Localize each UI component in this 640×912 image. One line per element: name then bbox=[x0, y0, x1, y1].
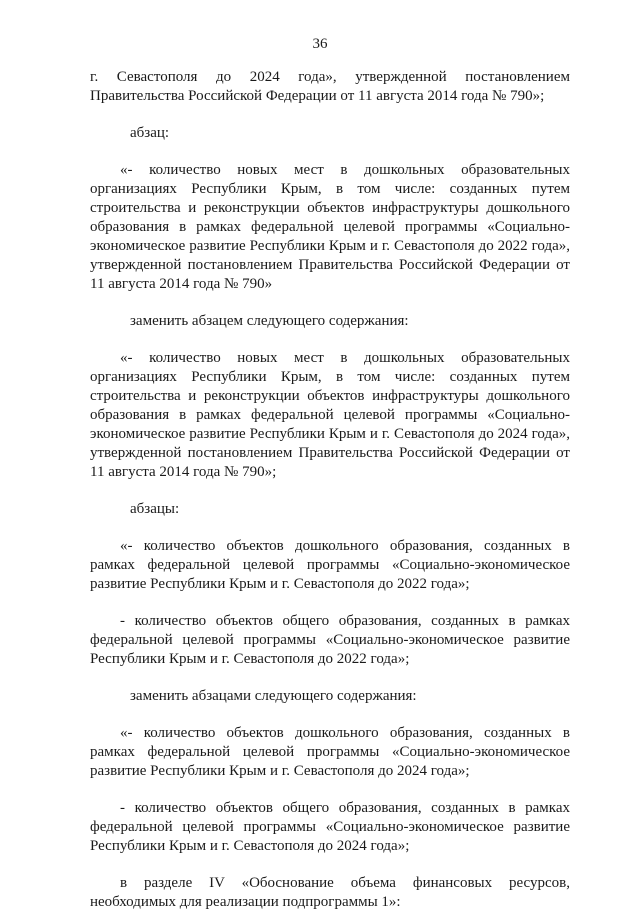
paragraph-continuation: г. Севастополя до 2024 года», утвержденной постановлением Правительства Российской Федерации от 11 августа 2014 года № 790»; bbox=[90, 69, 570, 104]
quoted-paragraph-new: «- количество новых мест в дошкольных образовательных организациях Республики Крым, в том числе: созданных путем строительства и реконструкции объектов инфраструктуры дошкольного образования в рамках федеральной целевой программы «Социально-экономическое развитие Республики Крым и г. Севастополя до 2024 года», утвержденной постановлением Правительства Российской Федерации от 11 августа 2014 года № 790»; bbox=[90, 350, 570, 480]
quoted-item-preschool-new: «- количество объектов дошкольного образования, созданных в рамках федеральной целевой программы «Социально-экономическое развитие Республики Крым и г. Севастополя до 2024 года»; bbox=[90, 725, 570, 779]
instruction-replace-with: заменить абзацем следующего содержания: bbox=[130, 313, 409, 329]
page-number: 36 bbox=[312, 36, 328, 52]
instruction-paragraph-label: абзац: bbox=[130, 125, 170, 141]
document-body bbox=[90, 68, 570, 912]
quoted-item-general-new: - количество объектов общего образования, созданных в рамках федеральной целевой программы «Социально-экономическое развитие Республики Крым и г. Севастополя до 2024 года»; bbox=[90, 800, 570, 854]
instruction-replace-with-paragraphs: заменить абзацами следующего содержания: bbox=[130, 688, 417, 704]
instruction-paragraphs-label: абзацы: bbox=[130, 501, 180, 517]
quoted-paragraph-old: «- количество новых мест в дошкольных образовательных организациях Республики Крым, в том числе: созданных путем строительства и реконструкции объектов инфраструктуры дошкольного образования в рамках федеральной целевой программы «Социально-экономическое развитие Республики Крым и г. Севастополя до 2022 года», утвержденной постановлением Правительства Российской Федерации от 11 августа 2014 года № 790» bbox=[90, 162, 570, 292]
quoted-item-general-old: - количество объектов общего образования, созданных в рамках федеральной целевой программы «Социально-экономическое развитие Республики Крым и г. Севастополя до 2022 года»; bbox=[90, 613, 570, 667]
quoted-item-preschool-old: «- количество объектов дошкольного образования, созданных в рамках федеральной целевой программы «Социально-экономическое развитие Республики Крым и г. Севастополя до 2022 года»; bbox=[90, 538, 570, 592]
section-iv-reference: в разделе IV «Обоснование объема финансовых ресурсов, необходимых для реализации подпрограммы 1»: bbox=[90, 875, 570, 910]
